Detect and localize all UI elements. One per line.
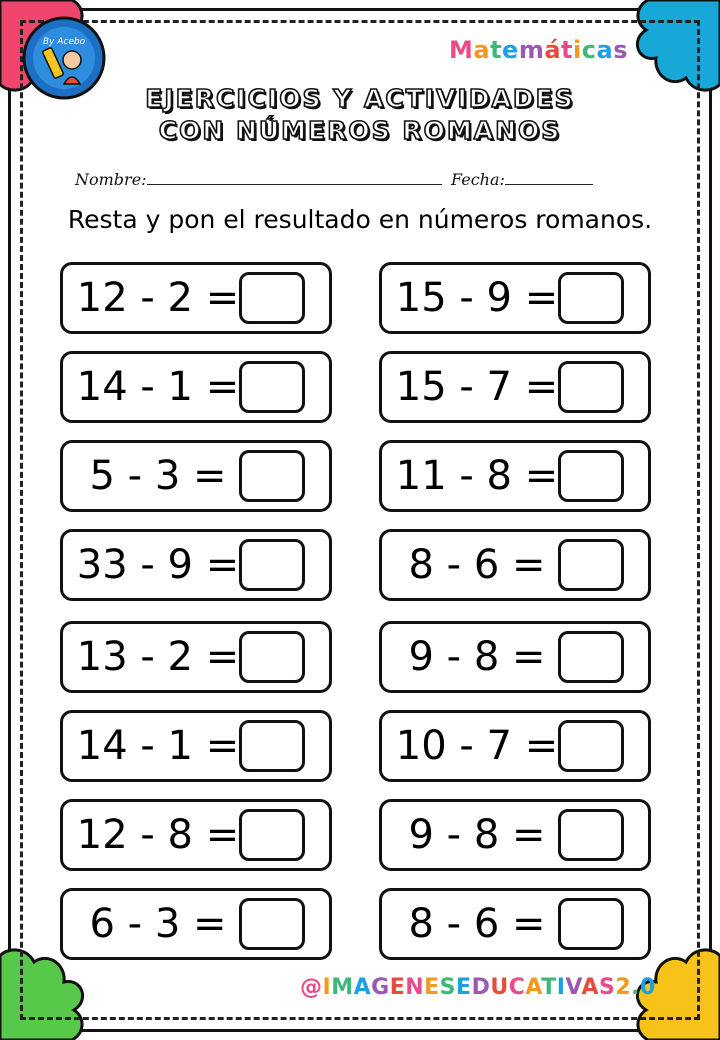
answer-box[interactable] — [239, 361, 305, 413]
exercise-expression: 33 - 9 = — [76, 542, 240, 588]
answer-box[interactable] — [558, 450, 624, 502]
name-label: Nombre: — [75, 170, 147, 189]
exercise-card-right-7 — [379, 799, 651, 871]
answer-box[interactable] — [558, 898, 624, 950]
exercise-expression: 15 - 9 = — [395, 275, 559, 321]
exercise-card-left-7 — [60, 799, 332, 871]
exercise-expression: 8 - 6 = — [408, 901, 546, 947]
exercise-expression: 9 - 8 = — [408, 634, 546, 680]
answer-box[interactable] — [558, 631, 624, 683]
exercise-expression: 14 - 1 = — [76, 723, 240, 769]
exercise-expression: 5 - 3 = — [89, 453, 227, 499]
exercise-expression: 12 - 8 = — [76, 812, 240, 858]
subject-label: Matemáticas — [448, 36, 628, 64]
exercise-expression: 8 - 6 = — [408, 542, 546, 588]
answer-box[interactable] — [239, 450, 305, 502]
exercise-card-right-6 — [379, 710, 651, 782]
exercise-card-right-4 — [379, 529, 651, 601]
exercise-card-left-2 — [60, 351, 332, 423]
exercise-card-right-1 — [379, 262, 651, 334]
answer-box[interactable] — [239, 272, 305, 324]
exercise-card-right-5 — [379, 621, 651, 693]
exercise-expression: 15 - 7 = — [395, 364, 559, 410]
instruction-text: Resta y pon el resultado en números romanos. — [67, 205, 653, 234]
answer-box[interactable] — [558, 809, 624, 861]
exercise-expression: 12 - 2 = — [76, 275, 240, 321]
answer-box[interactable] — [239, 720, 305, 772]
answer-box[interactable] — [558, 539, 624, 591]
exercise-card-right-3 — [379, 440, 651, 512]
date-field — [451, 170, 593, 189]
answer-box[interactable] — [558, 720, 624, 772]
exercise-expression: 6 - 3 = — [89, 901, 227, 947]
answer-box[interactable] — [239, 631, 305, 683]
answer-box[interactable] — [239, 809, 305, 861]
footer-credit: @IMAGENESEDUCATIVAS2.0 — [300, 975, 656, 1000]
exercise-expression: 10 - 7 = — [395, 723, 559, 769]
exercise-card-left-3 — [60, 440, 332, 512]
name-line — [147, 170, 442, 185]
exercise-expression: 9 - 8 = — [408, 812, 546, 858]
exercise-card-left-8 — [60, 888, 332, 960]
exercise-expression: 14 - 1 = — [76, 364, 240, 410]
answer-box[interactable] — [558, 272, 624, 324]
svg-text:By Acebo: By Acebo — [42, 37, 86, 47]
exercise-card-right-8 — [379, 888, 651, 960]
answer-box[interactable] — [239, 898, 305, 950]
exercise-card-left-5 — [60, 621, 332, 693]
answer-box[interactable] — [558, 361, 624, 413]
exercise-expression: 11 - 8 = — [395, 453, 559, 499]
date-line — [505, 170, 593, 185]
exercise-card-left-6 — [60, 710, 332, 782]
date-label: Fecha: — [451, 170, 505, 189]
name-field — [75, 170, 442, 189]
exercise-expression: 13 - 2 = — [76, 634, 240, 680]
answer-box[interactable] — [239, 539, 305, 591]
worksheet-title-line-1: EJERCICIOS Y ACTIVIDADES — [145, 84, 575, 113]
exercise-card-left-4 — [60, 529, 332, 601]
exercise-card-right-2 — [379, 351, 651, 423]
exercise-card-left-1 — [60, 262, 332, 334]
worksheet-title-line-2: CON NÚMEROS ROMANOS — [158, 116, 562, 145]
